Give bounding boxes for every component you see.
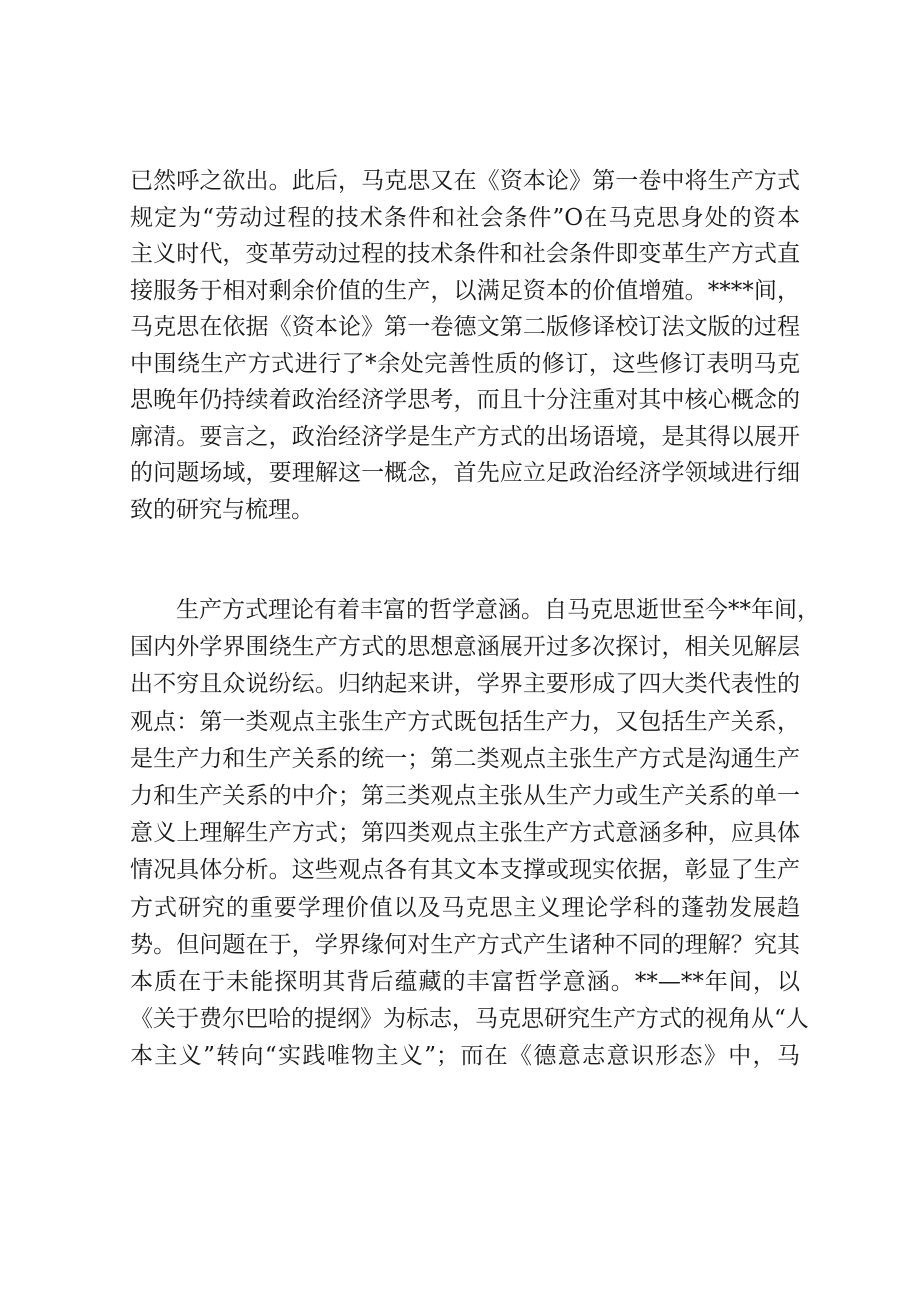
- paragraph-line: 廓清。要言之，政治经济学是生产方式的出场语境，是其得以展开: [130, 423, 800, 450]
- paragraph-line: 思晚年仍持续着政治经济学思考，而且十分注重对其中核心概念的: [130, 387, 800, 413]
- paragraph-line: 生产方式理论有着丰富的哲学意涵。自马克思逝世至今**年间，: [176, 597, 820, 623]
- paragraph-1: [130, 163, 800, 528]
- paragraph-2: [130, 592, 820, 1075]
- paragraph-line: 《关于费尔巴哈的提纲》为标志，马克思研究生产方式的视角从“人: [130, 1006, 809, 1033]
- paragraph-line: 本质在于未能探明其背后蕴藏的丰富哲学意涵。**—**年间，以: [130, 968, 800, 995]
- paragraph-line: 势。但问题在于，学界缘何对生产方式产生诸种不同的理解？究其: [130, 931, 800, 958]
- paragraph-line: 的问题场域，要理解这一概念，首先应立足政治经济学领域进行细: [130, 460, 800, 486]
- paragraph-line: 接服务于相对剩余价值的生产，以满足资本的价值增殖。****间，: [130, 277, 800, 304]
- paragraph-line: 是生产力和生产关系的统一；第二类观点主张生产方式是沟通生产: [130, 745, 800, 772]
- paragraph-line: 情况具体分析。这些观点各有其文本支撑或现实依据，彰显了生产: [130, 857, 800, 884]
- paragraph-line: 已然呼之欲出。此后，马克思又在《资本论》第一卷中将生产方式: [130, 168, 800, 194]
- paragraph-line: 观点：第一类观点主张生产方式既包括生产力，又包括生产关系，: [130, 708, 800, 735]
- paragraph-line: 中围绕生产方式进行了*余处完善性质的修订，这些修订表明马克: [130, 350, 800, 377]
- paragraph-line: 马克思在依据《资本论》第一卷德文第二版修译校订法文版的过程: [130, 314, 800, 340]
- paragraph-line: 本主义”转向“实践唯物主义”；而在《德意志意识形态》中，马: [130, 1043, 800, 1070]
- paragraph-line: 力和生产关系的中介；第三类观点主张从生产力或生产关系的单一: [130, 782, 800, 809]
- paragraph-line: 主义时代，变革劳动过程的技术条件和社会条件即变革生产方式直: [130, 241, 800, 267]
- paragraph-line: 规定为“劳动过程的技术条件和社会条件”O在马克思身处的资本: [130, 204, 800, 231]
- paragraph-line: 出不穷且众说纷纭。归纳起来讲，学界主要形成了四大类代表性的: [130, 671, 800, 698]
- paragraph-line: 方式研究的重要学理价值以及马克思主义理论学科的蓬勃发展趋: [130, 894, 800, 921]
- paragraph-line: 致的研究与梳理。: [130, 496, 314, 523]
- paragraph-line: 意义上理解生产方式；第四类观点主张生产方式意涵多种，应具体: [130, 820, 800, 847]
- paragraph-line: 国内外学界围绕生产方式的思想意涵展开过多次探讨，相关见解层: [130, 634, 800, 661]
